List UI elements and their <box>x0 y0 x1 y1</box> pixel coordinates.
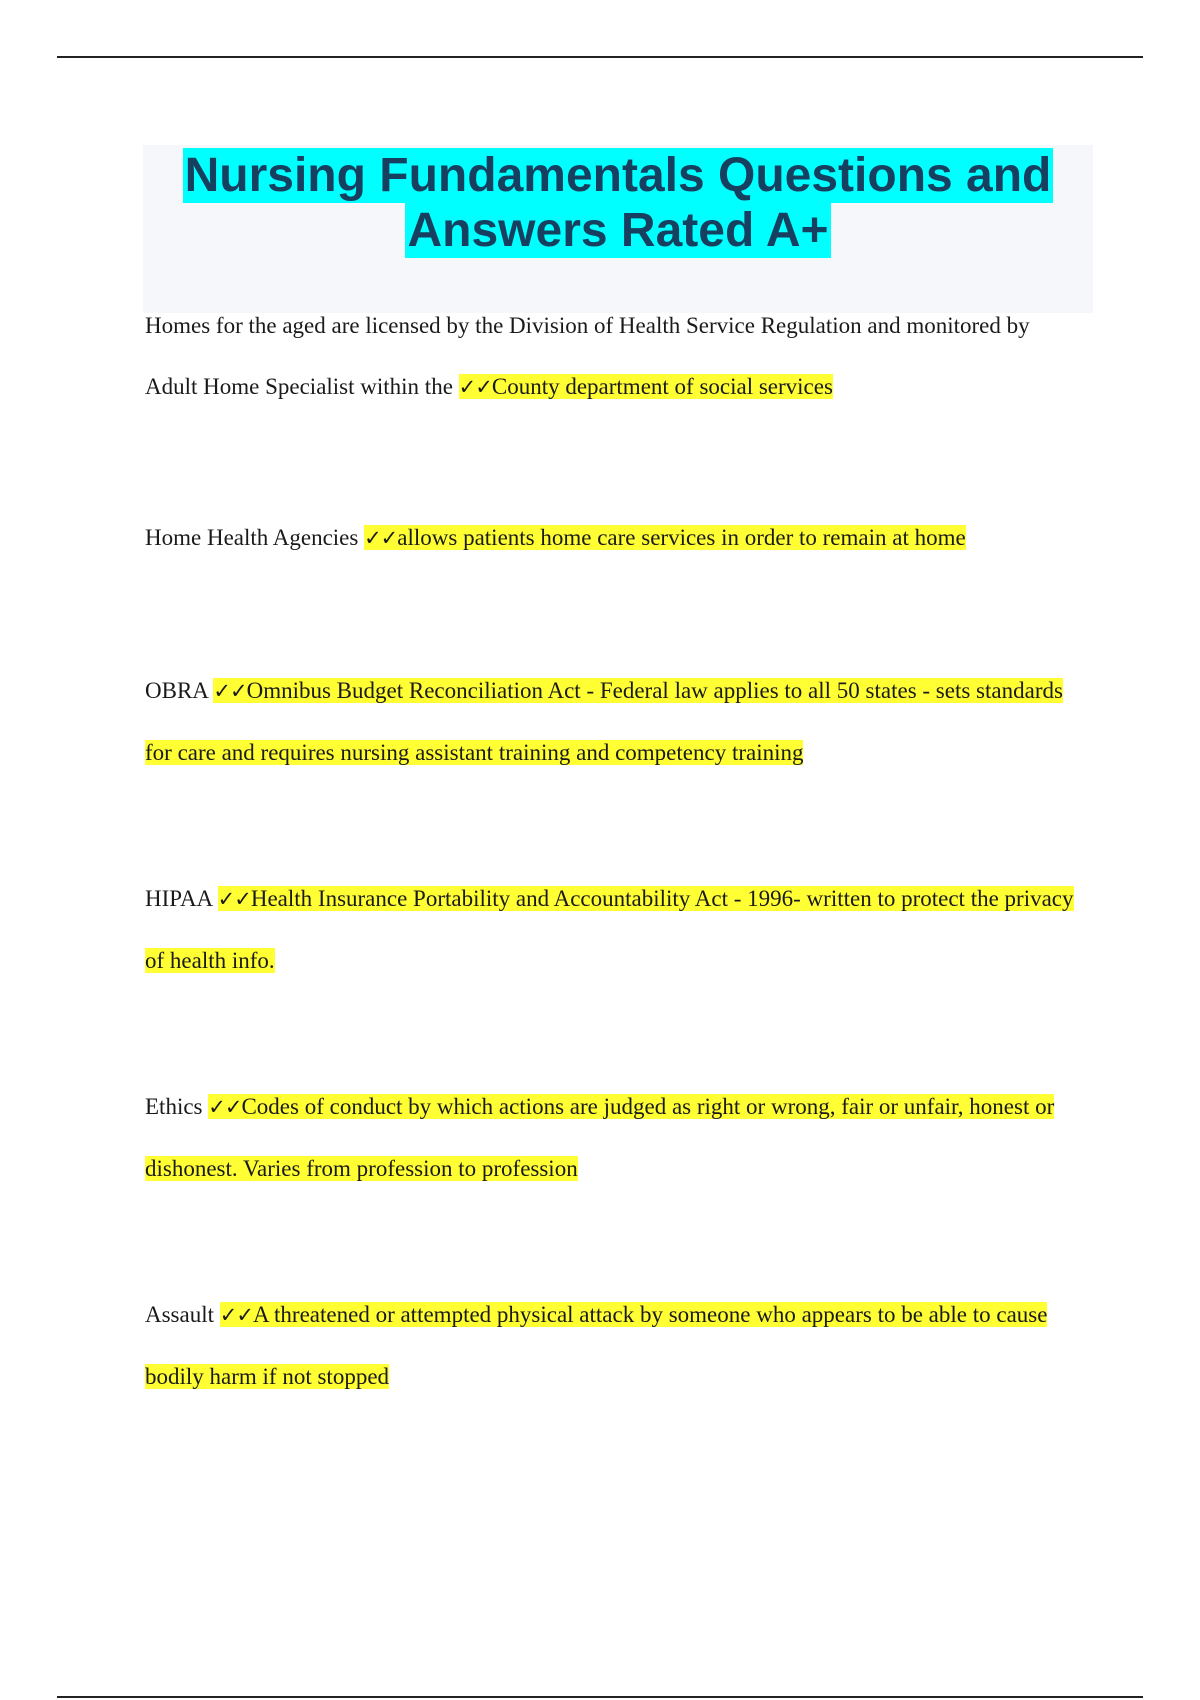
qa-term: Ethics <box>145 1094 203 1119</box>
qa-term: Assault <box>145 1302 214 1327</box>
qa-term: HIPAA <box>145 886 212 911</box>
qa-answer-text: Codes of conduct by which actions are judged as right or wrong, fair or unfair, honest or dishonest. Varies from profession to profession <box>145 1094 1055 1181</box>
top-rule <box>57 56 1143 58</box>
qa-term: Home Health Agencies <box>145 525 359 550</box>
qa-item <box>145 1076 1085 1199</box>
check-icon: ✓✓ <box>208 1095 242 1119</box>
qa-answer <box>145 678 1063 765</box>
qa-answer-text: allows patients home care services in order to remain at home <box>397 525 966 550</box>
check-icon: ✓✓ <box>458 375 492 399</box>
qa-answer-text: County department of social services <box>491 374 833 399</box>
qa-term: OBRA <box>145 678 208 703</box>
check-icon: ✓✓ <box>213 679 247 703</box>
qa-answer-text: Health Insurance Portability and Accountability Act - 1996- written to protect the privacy of health info. <box>145 886 1074 973</box>
check-icon: ✓✓ <box>217 887 251 911</box>
check-icon: ✓✓ <box>364 526 398 550</box>
qa-answer <box>145 1094 1054 1181</box>
qa-term: Homes for the aged are licensed by the Division of Health Service Regulation and monitored by Adult Home Specialist within the <box>145 313 1030 399</box>
qa-item <box>145 660 1085 783</box>
title-block <box>143 145 1093 313</box>
check-icon: ✓✓ <box>219 1303 253 1327</box>
bottom-rule <box>57 1696 1143 1698</box>
qa-item <box>145 295 1085 418</box>
qa-answer <box>364 525 966 550</box>
qa-answer-text: Omnibus Budget Reconciliation Act - Federal law applies to all 50 states - sets standards for care and requires nursing assistant training and competency training <box>145 678 1063 765</box>
qa-item <box>145 507 1085 569</box>
qa-answer <box>145 1302 1047 1389</box>
qa-item <box>145 868 1085 991</box>
page-title-line-1: Nursing Fundamentals Questions and <box>184 149 1052 202</box>
qa-answer-text: A threatened or attempted physical attack by someone who appears to be able to cause bodily harm if not stopped <box>145 1302 1048 1389</box>
qa-answer <box>145 886 1074 973</box>
qa-answer <box>459 374 833 399</box>
page-title-line-2: Answers Rated A+ <box>407 204 829 257</box>
qa-item <box>145 1284 1085 1407</box>
